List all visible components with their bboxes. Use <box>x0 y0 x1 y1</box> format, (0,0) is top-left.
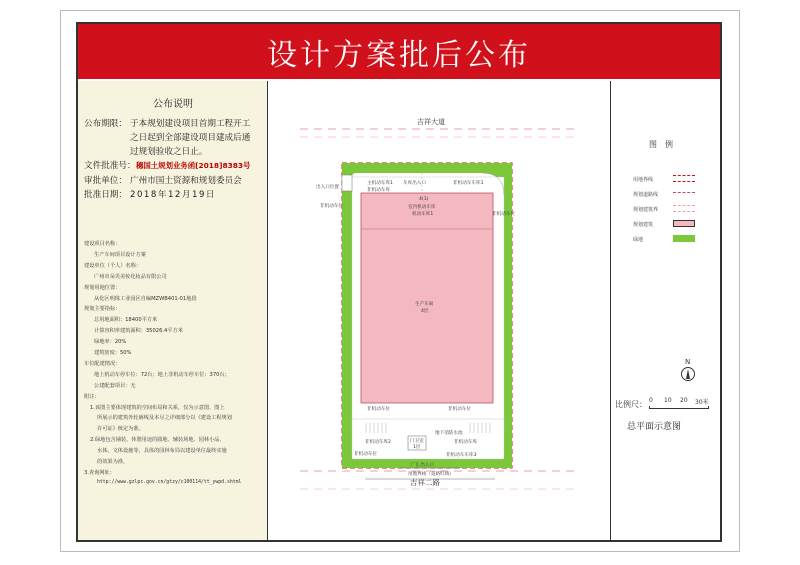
approver: 广州市国土资源和规划委员会 <box>130 176 242 186</box>
period-line-1: 于本规划建设项目首期工程开工 <box>130 119 251 129</box>
project-line: 绿地率：20% <box>94 339 127 346</box>
scale-tick-0: 0 <box>649 397 653 404</box>
label-west-road: 非机动车库 <box>367 188 390 193</box>
project-line: 车位配建情况： <box>84 360 121 367</box>
period-label: 公布期限： <box>84 119 127 129</box>
period-line-2: 之日起到全部建设项目建成后通 <box>130 133 251 143</box>
label-car-w: 非机动车位 <box>320 204 343 209</box>
project-line: http://www.gzlpc.gov.cn/gtzy/c100114/tt_ywpd.shtml <box>97 479 242 485</box>
label-center: 地下消防水池 <box>435 431 463 436</box>
date-label: 批准日期： <box>84 190 127 200</box>
building-top-label-3: 机动车库1 <box>412 212 434 217</box>
legend-swatch <box>673 205 695 212</box>
project-line: 建筑密度：50% <box>94 350 132 356</box>
legend-label: 规划建筑界 <box>633 207 659 213</box>
project-line: 许可证》核定为准。 <box>97 426 144 433</box>
notice-heading: 公布说明 <box>153 99 193 110</box>
label-west-gate: 出入口位置 <box>316 185 339 190</box>
legend-label: 用地界线 <box>633 177 654 183</box>
legend-panel <box>610 81 720 540</box>
legend-swatch <box>673 220 695 227</box>
label-se-green: 非机动车车库3 <box>446 453 477 458</box>
south-road-label: 吉祥二路 <box>410 478 440 487</box>
project-line: 公建配套项目：无 <box>94 382 136 389</box>
scale-bar <box>649 406 709 409</box>
scale-tick-3: 30米 <box>695 399 709 406</box>
label-south-gate: 广汇出入口 <box>411 463 434 468</box>
project-line: 1.该图主要体现建筑的空间布局和关系，仅为示意图，图上 <box>90 404 225 411</box>
project-line: 广州市朵芙美妆化妆品有限公司 <box>94 273 167 280</box>
project-line: 总用地面积：18400平方米 <box>94 317 158 324</box>
notice-panel <box>78 81 268 540</box>
project-line: 水体、文体设施等，具体的园林布局以建设单位最终实施 <box>97 448 227 455</box>
legend-label: 规划道路线 <box>633 192 659 198</box>
plan-caption: 总平面示意图 <box>627 422 682 432</box>
north-road-label: 吉祥大道 <box>417 118 445 126</box>
building-main-label-1: 生产车间 <box>415 302 434 307</box>
date: 2018年12月19日 <box>130 190 217 200</box>
label-north-gate: 车库出入口 <box>403 181 426 186</box>
legend-swatch <box>673 175 695 182</box>
project-line: 所展示的建筑外轮廓线及本尽之详细部分以《建设工程规划 <box>97 415 232 422</box>
label-sw-2: 非机动车库2 <box>365 440 391 445</box>
label-se-2: 非机动车库 <box>454 440 477 445</box>
building-top-label-1: 4(1) <box>419 197 429 202</box>
label-booth: 门卫室 <box>410 439 424 444</box>
project-line: 的效果为准。 <box>97 459 129 465</box>
legend-swatch <box>673 192 695 196</box>
label-se-1: 非机动车位 <box>448 407 471 412</box>
project-line: 规划用地位置： <box>84 284 121 291</box>
legend-heading: 图 例 <box>649 140 673 149</box>
legend-label: 规划建筑 <box>633 222 654 228</box>
project-line: 2.绿地包含铺装、休憩用途的圆地、辅装场地、园林小品、 <box>90 437 225 444</box>
label-car-e: 非机动车位 <box>492 212 515 217</box>
project-line: 建设单位（个人）名称： <box>84 262 142 269</box>
project-line: 地上机动车停车位：72台；地上非机动车停车位：370台； <box>94 371 230 378</box>
scale-tick-1: 10 <box>664 397 672 404</box>
approver-label: 审批单位： <box>84 176 127 186</box>
north-arrow-icon <box>681 367 695 381</box>
project-line: 3.查询网址： <box>84 469 115 476</box>
label-sw-small: 非机动车位 <box>354 452 377 457</box>
building-main-label-2: 4层 <box>421 309 429 314</box>
scale-tick-2: 20 <box>680 397 688 404</box>
project-line: 附注： <box>84 393 100 400</box>
building-top-label-2: 室内机动车库 <box>408 205 436 210</box>
north-label: N <box>685 358 691 366</box>
label-boundary-line: 用地界线（道路红线） <box>408 472 454 477</box>
label-sw-1: 非机动车位 <box>367 407 390 412</box>
project-line: 建设项目名称： <box>84 241 121 247</box>
project-line: 从化区明珠工业园区自编MZWB401-01地段 <box>94 295 197 302</box>
file-no-label: 文件批准号： <box>84 161 136 171</box>
project-line: 规划主要指标： <box>84 306 121 313</box>
project-line: 计算容积率建筑面积：35026.4平方米 <box>94 328 183 335</box>
period-line-3: 过规划验收之日止。 <box>130 147 208 157</box>
label-parking-nw: 主机动车库1 <box>367 181 393 186</box>
label-bike-ne: 非机动车车库1 <box>453 181 484 186</box>
file-no: 穗国土规划业务函[2018]8383号 <box>136 161 251 170</box>
legend-label: 绿地 <box>633 237 644 243</box>
label-guard: 1层 <box>413 445 421 450</box>
legend-swatch <box>673 235 695 242</box>
banner-title: 设计方案批后公布 <box>78 24 720 79</box>
scale-label: 比例尺： <box>615 400 647 409</box>
site-plan <box>270 81 610 540</box>
project-line: 生产车间项目设计方案 <box>94 251 146 258</box>
building-footprint <box>361 193 493 403</box>
